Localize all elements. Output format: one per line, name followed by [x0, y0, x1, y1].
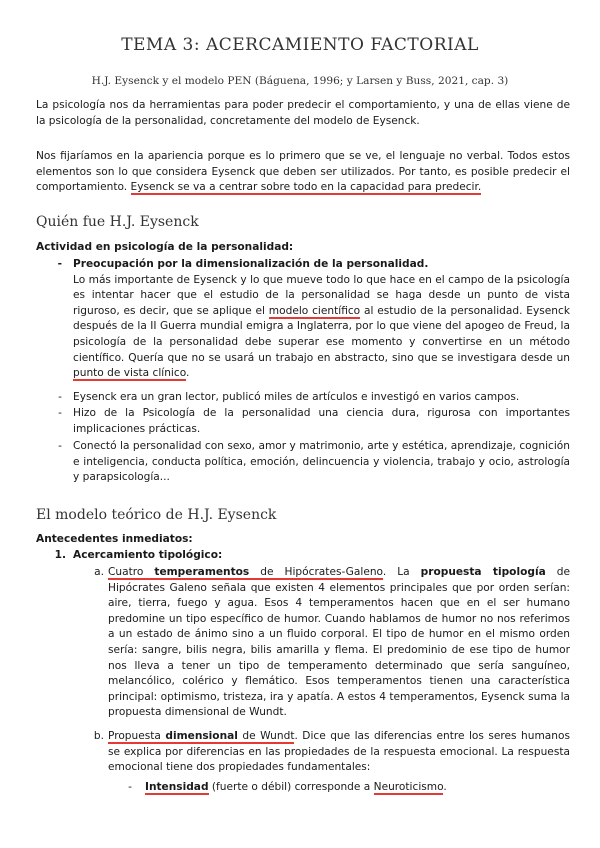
dash-intensity	[145, 780, 570, 796]
dash-text-end: .	[443, 781, 447, 793]
sub-item-text: . La	[382, 566, 410, 578]
bullet-dimensionalization	[73, 257, 570, 382]
bold-proposal: propuesta tipología	[420, 566, 546, 578]
underlined-clinical-view: punto de vista clínico	[73, 367, 186, 380]
section-heading-model: El modelo teórico de H.J. Eysenck	[36, 507, 277, 523]
bullet-marker: -	[58, 407, 62, 419]
bullet-heading: Preocupación por la dimensionalización de la personalidad.	[73, 258, 429, 270]
bullet-hard-science: Hizo de la Psicología de la personalidad una ciencia dura, rigurosa con importantes implicaciones prácticas.	[73, 407, 570, 435]
intro-paragraph-2	[36, 149, 570, 196]
bullet-marker: -	[58, 440, 62, 452]
antecedents-heading: Antecedentes inmediatos:	[36, 533, 193, 545]
underlined-text: Propuesta	[108, 730, 161, 742]
intro-paragraph-2-text: Nos fijaríamos en la apariencia porque es lo primero que se ve, el lenguaje no verbal. Todos estos elementos son lo que considera Eysenck que deben ser utilizados. Por tanto, es posible predecir el comportamiento.	[36, 150, 570, 194]
sub-item-text: . Dice que las diferencias entre los seres humanos se explica por diferencias en las propiedades de la respuesta emocional. La respuesta emocional tiene dos propiedades fundamentales:	[108, 730, 570, 774]
section-heading-who: Quién fue H.J. Eysenck	[36, 214, 199, 230]
underlined-neuroticism: Neuroticismo	[373, 781, 444, 793]
underlined-four-temperaments	[108, 566, 383, 580]
underlined-intensity: Intensidad	[145, 781, 209, 793]
bullet-reader: Eysenck era un gran lector, publicó miles de artículos e investigó en varios campos.	[73, 391, 520, 403]
list-number: 1.	[54, 549, 66, 561]
typological-heading: Acercamiento tipológico:	[73, 549, 223, 561]
sub-list-marker: b.	[93, 730, 104, 742]
dash-marker: -	[128, 781, 132, 793]
underlined-text: de Hipócrates-Galeno	[260, 566, 383, 578]
underlined-text: de Wundt	[242, 730, 295, 742]
document-subtitle: H.J. Eysenck y el modelo PEN (Báguena, 1996; y Larsen y Buss, 2021, cap. 3)	[91, 75, 509, 87]
underlined-scientific-model: modelo científico	[268, 304, 361, 317]
bullet-marker: -	[57, 258, 62, 270]
underlined-dimensional-proposal	[108, 730, 294, 744]
bullet-marker: -	[58, 391, 62, 403]
sub-list-marker: a.	[94, 566, 104, 578]
bullet-text: Lo más importante de Eysenck y lo que mueve todo lo que hace en el campo de la psicología es intentar hacer que el estudio de la personalidad se haga desde un punto de vista riguroso, es decir, que se aplique el	[73, 273, 570, 317]
activity-heading: Actividad en psicología de la personalidad:	[36, 241, 294, 253]
underlined-text: Cuatro	[108, 566, 144, 578]
dash-text: (fuerte o débil) corresponde a	[211, 781, 371, 793]
sub-item-wundt	[108, 729, 570, 776]
bullet-text-end: .	[186, 367, 190, 380]
bullet-connections: Conectó la personalidad con sexo, amor y matrimonio, arte y estética, aprendizaje, cognición e inteligencia, conducta política, emoción, delincuencia y violencia, trabajo y ocio, astrología y parapsicología...	[73, 440, 570, 484]
intro-underlined-sentence: Eysenck se va a centrar sobre todo en la capacidad para predecir.	[130, 181, 482, 194]
underlined-bold-text: dimensional	[165, 730, 238, 742]
intro-paragraph-1: La psicología nos da herramientas para poder predecir el comportamiento, y una de ellas viene de la psicología de la personalidad, concretamente del modelo de Eysenck.	[36, 99, 570, 127]
bullet-text: al estudio de la personalidad. Eysenck después de la II Guerra mundial emigra a Inglaterra, por lo que viene del apogeo de Freud, la psicología de la personalidad debe superar ese momento y convertirse en un método científico. Quería que no se usará un trabajo en abstracto, sino que se investigara desde un	[73, 304, 570, 364]
underlined-bold-text: temperamentos	[154, 566, 250, 578]
sub-item-temperaments	[108, 565, 570, 721]
sub-item-text: de Hipócrates Galeno señala que existen 4 elementos principales que por orden serían: aire, tierra, fuego y agua. Esos 4 temperamentos hacen que en el ser humano predomine un tipo específico de humor. Cuando hablamos de humor no nos referimos a un estado de ánimo sino a un fluido corporal. El tipo de humor en el mismo orden sería: sangre, bilis negra, bilis amarilla y flema. El predominio de ese tipo de humor nos lleva a tener un tipo de temperamento determinado que sería sanguíneo, melancólico, colérico y flemático. Esos temperamentos tienen una característica principal: optimismo, tristeza, ira y apatía. A estos 4 temperamentos, Eysenck suma la propuesta dimensional de Wundt.	[108, 566, 570, 719]
document-title: TEMA 3: ACERCAMIENTO FACTORIAL	[121, 35, 479, 55]
